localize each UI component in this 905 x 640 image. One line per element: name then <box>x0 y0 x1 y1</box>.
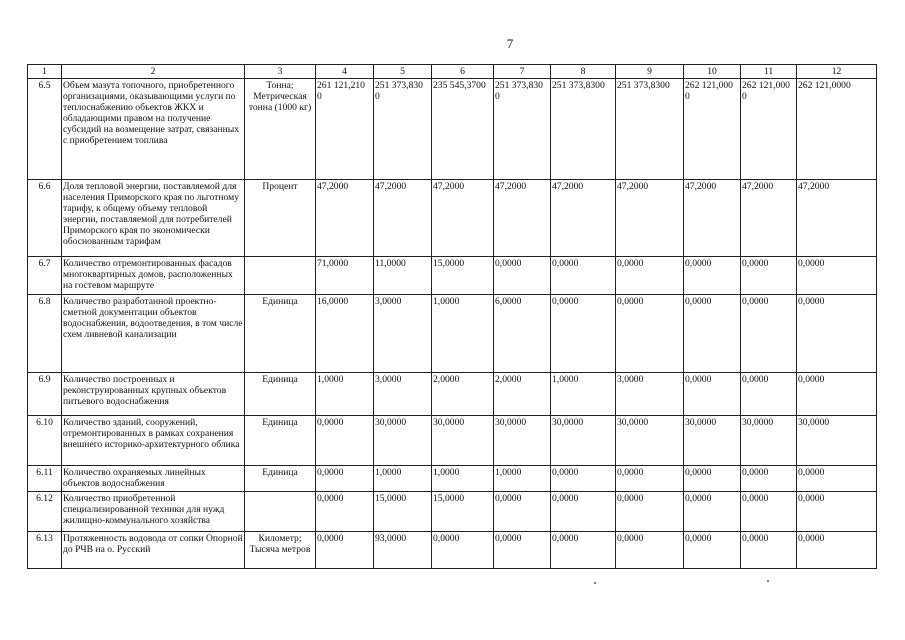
value-cell: 262 121,0000 <box>797 79 877 180</box>
value-cell: 0,0000 <box>684 373 741 416</box>
value-cell: 0,0000 <box>741 373 797 416</box>
indicator-name: Доля тепловой энергии, поставляемой для населения Приморского края по льготному тарифу, к общему объему тепловой энергии, поставляемой для потребителей Приморского края по экономически обоснованным тарифам <box>62 180 245 257</box>
value-cell: 71,0000 <box>316 257 374 295</box>
unit-of-measure: Тонна; Метрическая тонна (1000 кг) <box>245 79 316 180</box>
value-cell: 0,0000 <box>741 257 797 295</box>
value-cell: 0,0000 <box>797 466 877 492</box>
column-header: 10 <box>684 65 741 79</box>
value-cell: 3,0000 <box>374 295 432 373</box>
indicator-name: Количество разработанной проектно-сметной документации объектов водоснабжения, водоотведения, в том числе схем ливневой канализации <box>62 295 245 373</box>
value-cell: 0,0000 <box>684 466 741 492</box>
indicator-name: Протяженность водовода от сопки Опорной до РЧВ на о. Русский <box>62 532 245 569</box>
column-header: 11 <box>741 65 797 79</box>
unit-of-measure <box>245 492 316 532</box>
value-cell: 30,0000 <box>374 416 432 466</box>
value-cell: 0,0000 <box>797 532 877 569</box>
value-cell: 30,0000 <box>551 416 616 466</box>
value-cell: 235 545,3700 <box>432 79 494 180</box>
value-cell: 0,0000 <box>797 295 877 373</box>
value-cell: 47,2000 <box>374 180 432 257</box>
value-cell: 0,0000 <box>551 257 616 295</box>
row-code: 6.13 <box>28 532 62 569</box>
unit-of-measure: Единица <box>245 373 316 416</box>
unit-of-measure: Единица <box>245 416 316 466</box>
value-cell: 251 373,830 0 <box>374 79 432 180</box>
value-cell: 15,0000 <box>374 492 432 532</box>
row-code: 6.6 <box>28 180 62 257</box>
value-cell: 262 121,000 0 <box>684 79 741 180</box>
value-cell: 0,0000 <box>551 532 616 569</box>
value-cell: 3,0000 <box>616 373 684 416</box>
value-cell: 0,0000 <box>551 295 616 373</box>
indicator-name: Объем мазута топочного, приобретенного организациями, оказывающими услуги по теплоснабжению объектов ЖКХ и обладающими правом на получение субсидий на возмещение затрат, связанных с приобретением топлива <box>62 79 245 180</box>
value-cell: 251 373,8300 <box>616 79 684 180</box>
value-cell: 47,2000 <box>684 180 741 257</box>
value-cell: 0,0000 <box>494 257 551 295</box>
value-cell: 1,0000 <box>432 295 494 373</box>
value-cell: 0,0000 <box>684 257 741 295</box>
value-cell: 262 121,000 0 <box>741 79 797 180</box>
column-header: 6 <box>432 65 494 79</box>
value-cell: 47,2000 <box>432 180 494 257</box>
value-cell: 0,0000 <box>616 492 684 532</box>
column-header: 12 <box>797 65 877 79</box>
value-cell: 30,0000 <box>797 416 877 466</box>
value-cell: 0,0000 <box>616 466 684 492</box>
indicator-name: Количество построенных и реконструированных крупных объектов питьевого водоснабжения <box>62 373 245 416</box>
row-code: 6.5 <box>28 79 62 180</box>
table-row <box>28 492 877 532</box>
indicator-name: Количество отремонтированных фасадов многоквартирных домов, расположенных на гостевом маршруте <box>62 257 245 295</box>
value-cell: 3,0000 <box>374 373 432 416</box>
column-header: 3 <box>245 65 316 79</box>
value-cell: 30,0000 <box>684 416 741 466</box>
value-cell: 0,0000 <box>741 466 797 492</box>
value-cell: 15,0000 <box>432 257 494 295</box>
column-header: 5 <box>374 65 432 79</box>
row-code: 6.12 <box>28 492 62 532</box>
value-cell: 0,0000 <box>551 466 616 492</box>
table-row <box>28 416 877 466</box>
column-header: 9 <box>616 65 684 79</box>
scan-speck <box>594 582 596 584</box>
value-cell: 0,0000 <box>316 492 374 532</box>
value-cell: 251 373,8300 <box>551 79 616 180</box>
row-code: 6.9 <box>28 373 62 416</box>
table-row <box>28 295 877 373</box>
unit-of-measure <box>245 257 316 295</box>
value-cell: 0,0000 <box>797 373 877 416</box>
value-cell: 261 121,210 0 <box>316 79 374 180</box>
unit-of-measure: Километр; Тысяча метров <box>245 532 316 569</box>
table-row <box>28 79 877 180</box>
table-row <box>28 180 877 257</box>
column-header: 2 <box>62 65 245 79</box>
value-cell: 0,0000 <box>616 532 684 569</box>
table-row <box>28 257 877 295</box>
value-cell: 11,0000 <box>374 257 432 295</box>
value-cell: 251 373,830 0 <box>494 79 551 180</box>
value-cell: 16,0000 <box>316 295 374 373</box>
value-cell: 0,0000 <box>741 532 797 569</box>
value-cell: 30,0000 <box>494 416 551 466</box>
value-cell: 2,0000 <box>494 373 551 416</box>
value-cell: 0,0000 <box>494 492 551 532</box>
column-header: 7 <box>494 65 551 79</box>
value-cell: 0,0000 <box>494 532 551 569</box>
value-cell: 30,0000 <box>741 416 797 466</box>
value-cell: 47,2000 <box>616 180 684 257</box>
value-cell: 47,2000 <box>551 180 616 257</box>
value-cell: 1,0000 <box>432 466 494 492</box>
column-header: 4 <box>316 65 374 79</box>
indicator-name: Количество приобретенной специализированной техники для нужд жилищно-коммунального хозяйства <box>62 492 245 532</box>
unit-of-measure: Единица <box>245 466 316 492</box>
value-cell: 30,0000 <box>432 416 494 466</box>
indicators-table <box>27 64 877 569</box>
table-row <box>28 532 877 569</box>
unit-of-measure: Единица <box>245 295 316 373</box>
value-cell: 2,0000 <box>432 373 494 416</box>
value-cell: 93,0000 <box>374 532 432 569</box>
value-cell: 6,0000 <box>494 295 551 373</box>
value-cell: 0,0000 <box>741 295 797 373</box>
value-cell: 15,0000 <box>432 492 494 532</box>
value-cell: 0,0000 <box>551 492 616 532</box>
value-cell: 0,0000 <box>316 466 374 492</box>
value-cell: 0,0000 <box>616 295 684 373</box>
row-code: 6.8 <box>28 295 62 373</box>
indicator-name: Количество охраняемых линейных объектов водоснабжения <box>62 466 245 492</box>
page-number: 7 <box>506 36 514 51</box>
scan-speck <box>767 580 769 582</box>
value-cell: 0,0000 <box>797 257 877 295</box>
value-cell: 0,0000 <box>316 532 374 569</box>
value-cell: 0,0000 <box>741 492 797 532</box>
column-header: 8 <box>551 65 616 79</box>
indicator-name: Количество зданий, сооружений, отремонтированных в рамках сохранения внешнего историко-архитектурного облика <box>62 416 245 466</box>
row-code: 6.11 <box>28 466 62 492</box>
row-code: 6.10 <box>28 416 62 466</box>
value-cell: 0,0000 <box>432 532 494 569</box>
header-row <box>28 65 877 79</box>
value-cell: 47,2000 <box>797 180 877 257</box>
table-row <box>28 373 877 416</box>
value-cell: 47,2000 <box>316 180 374 257</box>
value-cell: 47,2000 <box>741 180 797 257</box>
value-cell: 1,0000 <box>551 373 616 416</box>
value-cell: 0,0000 <box>797 492 877 532</box>
value-cell: 0,0000 <box>684 295 741 373</box>
value-cell: 0,0000 <box>684 532 741 569</box>
value-cell: 47,2000 <box>494 180 551 257</box>
row-code: 6.7 <box>28 257 62 295</box>
value-cell: 0,0000 <box>616 257 684 295</box>
table-row <box>28 466 877 492</box>
unit-of-measure: Процент <box>245 180 316 257</box>
value-cell: 0,0000 <box>316 416 374 466</box>
value-cell: 0,0000 <box>684 492 741 532</box>
column-header: 1 <box>28 65 62 79</box>
value-cell: 1,0000 <box>374 466 432 492</box>
value-cell: 1,0000 <box>494 466 551 492</box>
value-cell: 30,0000 <box>616 416 684 466</box>
value-cell: 1,0000 <box>316 373 374 416</box>
